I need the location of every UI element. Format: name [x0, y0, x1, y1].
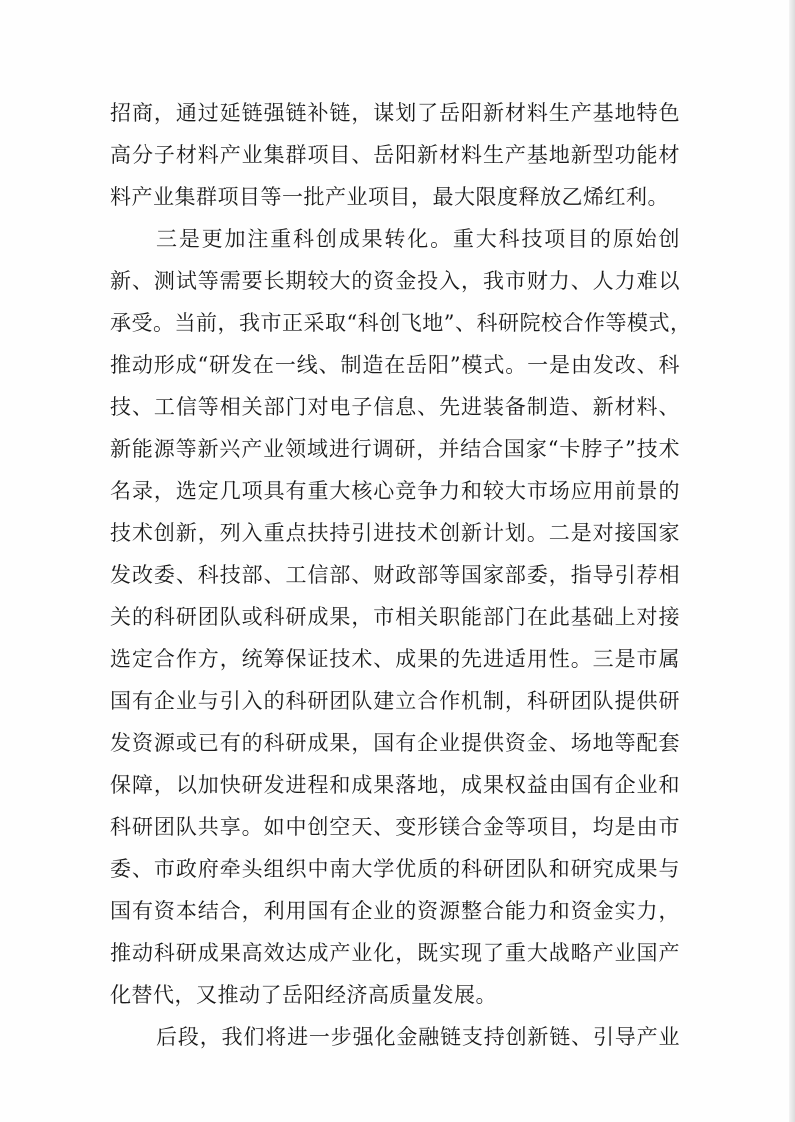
text-line: 推动形成“研发在一线、制造在岳阳”模式。一是由发改、科 — [110, 353, 680, 377]
text-line: 名录，选定几项具有重大核心竞争力和较大市场应用前景的 — [110, 479, 680, 503]
paragraph-start-line: 三是更加注重科创成果转化。重大科技项目的原始创 — [156, 227, 680, 251]
text-line: 发改委、科技部、工信部、财政部等国家部委，指导引荐相 — [110, 563, 680, 587]
text-line: 新、测试等需要长期较大的资金投入，我市财力、人力难以 — [110, 269, 680, 293]
text-line: 选定合作方，统筹保证技术、成果的先进适用性。三是市属 — [110, 647, 680, 671]
text-line: 国有企业与引入的科研团队建立合作机制，科研团队提供研 — [110, 689, 680, 713]
text-line: 高分子材料产业集群项目、岳阳新材料生产基地新型功能材 — [110, 143, 680, 167]
text-line: 国有资本结合，利用国有企业的资源整合能力和资金实力， — [110, 899, 680, 923]
text-line: 科研团队共享。如中创空天、变形镁合金等项目，均是由市 — [110, 815, 680, 839]
paragraph-start-line: 后段，我们将进一步强化金融链支持创新链、引导产业 — [156, 1025, 680, 1049]
text-line: 保障，以加快研发进程和成果落地，成果权益由国有企业和 — [110, 773, 680, 797]
text-line: 委、市政府牵头组织中南大学优质的科研团队和研究成果与 — [110, 857, 680, 881]
text-line: 料产业集群项目等一批产业项目，最大限度释放乙烯红利。 — [110, 185, 669, 209]
text-line: 新能源等新兴产业领域进行调研，并结合国家“卡脖子”技术 — [110, 437, 680, 461]
document-body — [110, 92, 692, 1058]
text-line: 关的科研团队或科研成果，市相关职能部门在此基础上对接 — [110, 605, 680, 629]
text-line: 技、工信等相关部门对电子信息、先进装备制造、新材料、 — [110, 395, 680, 419]
text-line: 化替代，又推动了岳阳经济高质量发展。 — [110, 983, 497, 1007]
text-line: 招商，通过延链强链补链，谋划了岳阳新材料生产基地特色 — [110, 101, 680, 125]
scan-edge-shadow — [789, 0, 795, 1122]
text-line: 推动科研成果高效达成产业化，既实现了重大战略产业国产 — [110, 941, 680, 965]
text-line: 发资源或已有的科研成果，国有企业提供资金、场地等配套 — [110, 731, 680, 755]
text-line: 技术创新，列入重点扶持引进技术创新计划。二是对接国家 — [110, 521, 680, 545]
text-line: 承受。当前，我市正采取“科创飞地”、科研院校合作等模式， — [110, 311, 692, 335]
